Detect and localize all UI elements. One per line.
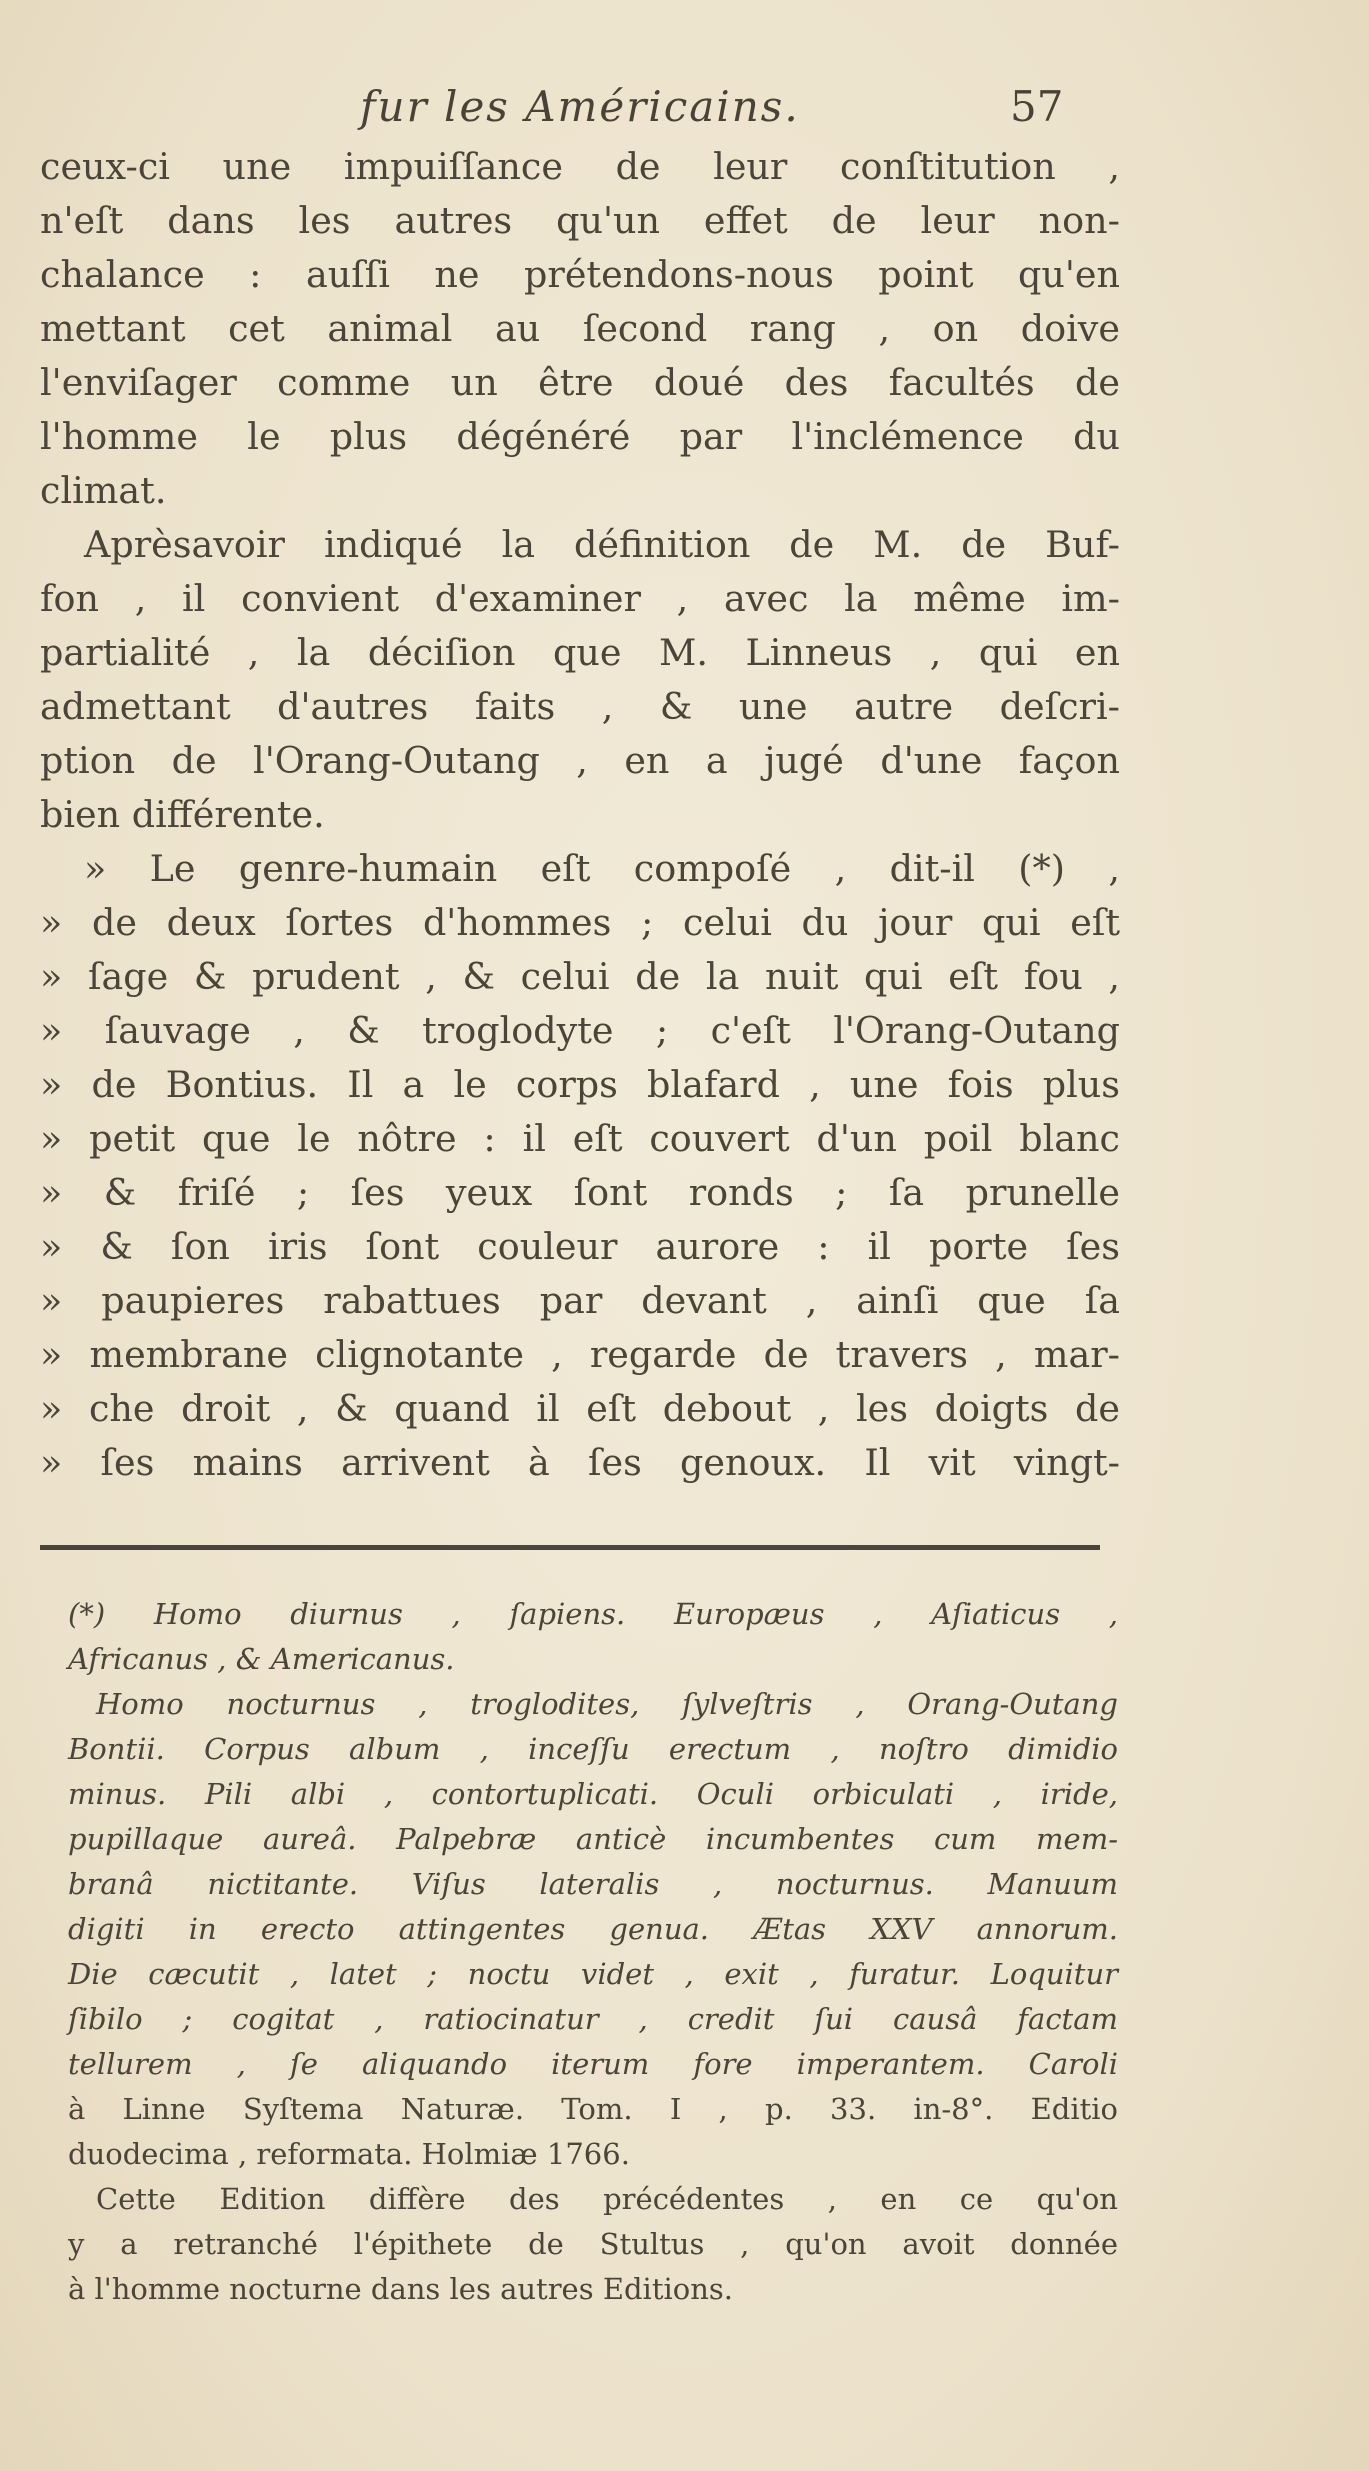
running-title: fur les Américains. bbox=[360, 82, 800, 131]
footnote-line: à l'homme nocturne dans les autres Editions. bbox=[68, 2272, 733, 2306]
text-line: partialité , la déciſion que M. Linneus , qui en bbox=[40, 631, 1120, 674]
text-line: mettant cet animal au ſecond rang , on doive bbox=[40, 307, 1120, 350]
text-line: ceux-ci une impuiſſance de leur conſtitution , bbox=[40, 145, 1120, 188]
footnote-line: branâ nictitante. Viſus lateralis , nocturnus. Manuum bbox=[68, 1867, 1118, 1901]
text-line: chalance : auſſi ne prétendons-nous point qu'en bbox=[40, 253, 1120, 296]
quote-line: » & friſé ; ſes yeux ſont ronds ; ſa prunelle bbox=[40, 1171, 1120, 1214]
main-text bbox=[40, 140, 1120, 1490]
text-line: n'eſt dans les autres qu'un effet de leur non- bbox=[40, 199, 1120, 242]
footnote-line: pupillaque aureâ. Palpebræ anticè incumbentes cum mem- bbox=[68, 1822, 1118, 1856]
footnote-line: minus. Pili albi , contortuplicati. Oculi orbiculati , iride, bbox=[68, 1777, 1118, 1811]
text-line: climat. bbox=[40, 469, 167, 512]
quote-line: » ſes mains arrivent à ſes genoux. Il vit vingt- bbox=[40, 1441, 1120, 1484]
text-line: bien différente. bbox=[40, 793, 325, 836]
footnote-line: digiti in erecto attingentes genua. Ætas XXV annorum. bbox=[68, 1912, 1118, 1946]
quote-line: » de Bontius. Il a le corps blafard , une fois plus bbox=[40, 1063, 1120, 1106]
quote-line: » ſauvage , & troglodyte ; c'eſt l'Orang-Outang bbox=[40, 1009, 1120, 1052]
quote-line: » & ſon iris ſont couleur aurore : il porte ſes bbox=[40, 1225, 1120, 1268]
quote-line: » membrane clignotante , regarde de travers , mar- bbox=[40, 1333, 1120, 1376]
footnote-line: y a retranché l'épithete de Stultus , qu'on avoit donnée bbox=[68, 2227, 1118, 2261]
footnote-divider bbox=[40, 1545, 1100, 1550]
quote-line: » ſage & prudent , & celui de la nuit qui eſt fou , bbox=[40, 955, 1120, 998]
footnote-line: tellurem , ſe aliquando iterum fore imperantem. Caroli bbox=[68, 2047, 1118, 2081]
text-line: fon , il convient d'examiner , avec la même im- bbox=[40, 577, 1120, 620]
quote-line: » petit que le nôtre : il eſt couvert d'un poil blanc bbox=[40, 1117, 1120, 1160]
footnote-line: (*) Homo diurnus , ſapiens. Europæus , Aſiaticus , bbox=[68, 1597, 1118, 1631]
quote-line: » paupieres rabattues par devant , ainſi que ſa bbox=[40, 1279, 1120, 1322]
quote-line: » che droit , & quand il eſt debout , les doigts de bbox=[40, 1387, 1120, 1430]
footnote-line: Die cæcutit , latet ; noctu videt , exit , furatur. Loquitur bbox=[68, 1957, 1118, 1991]
page-number: 57 bbox=[1010, 82, 1064, 131]
quote-line: » de deux ſortes d'hommes ; celui du jour qui eſt bbox=[40, 901, 1120, 944]
footnote-line: Africanus , & Americanus. bbox=[68, 1642, 455, 1676]
text-line: ption de l'Orang-Outang , en a jugé d'une façon bbox=[40, 739, 1120, 782]
footnote-line: duodecima , reformata. Holmiæ 1766. bbox=[68, 2137, 630, 2171]
text-line: l'enviſager comme un être doué des facultés de bbox=[40, 361, 1120, 404]
footnote-line: Bontii. Corpus album , inceſſu erectum , noſtro dimidio bbox=[68, 1732, 1118, 1766]
text-line: admettant d'autres faits , & une autre deſcri- bbox=[40, 685, 1120, 728]
page-header bbox=[0, 82, 1369, 142]
footnote bbox=[68, 1592, 1118, 2312]
footnote-line: Cette Edition diffère des précédentes , en ce qu'on bbox=[96, 2182, 1118, 2216]
text-line: Aprèsavoir indiqué la définition de M. de Buf- bbox=[84, 523, 1120, 566]
quote-line: » Le genre-humain eſt compoſé , dit-il (*) , bbox=[84, 847, 1120, 890]
text-line: l'homme le plus dégénéré par l'inclémence du bbox=[40, 415, 1120, 458]
footnote-line: ſibilo ; cogitat , ratiocinatur , credit ſui causâ factam bbox=[68, 2002, 1118, 2036]
footnote-line: à Linne Syſtema Naturæ. Tom. I , p. 33. in-8°. Editio bbox=[68, 2092, 1118, 2126]
footnote-line: Homo nocturnus , troglodites, ſylveſtris , Orang-Outang bbox=[96, 1687, 1118, 1721]
